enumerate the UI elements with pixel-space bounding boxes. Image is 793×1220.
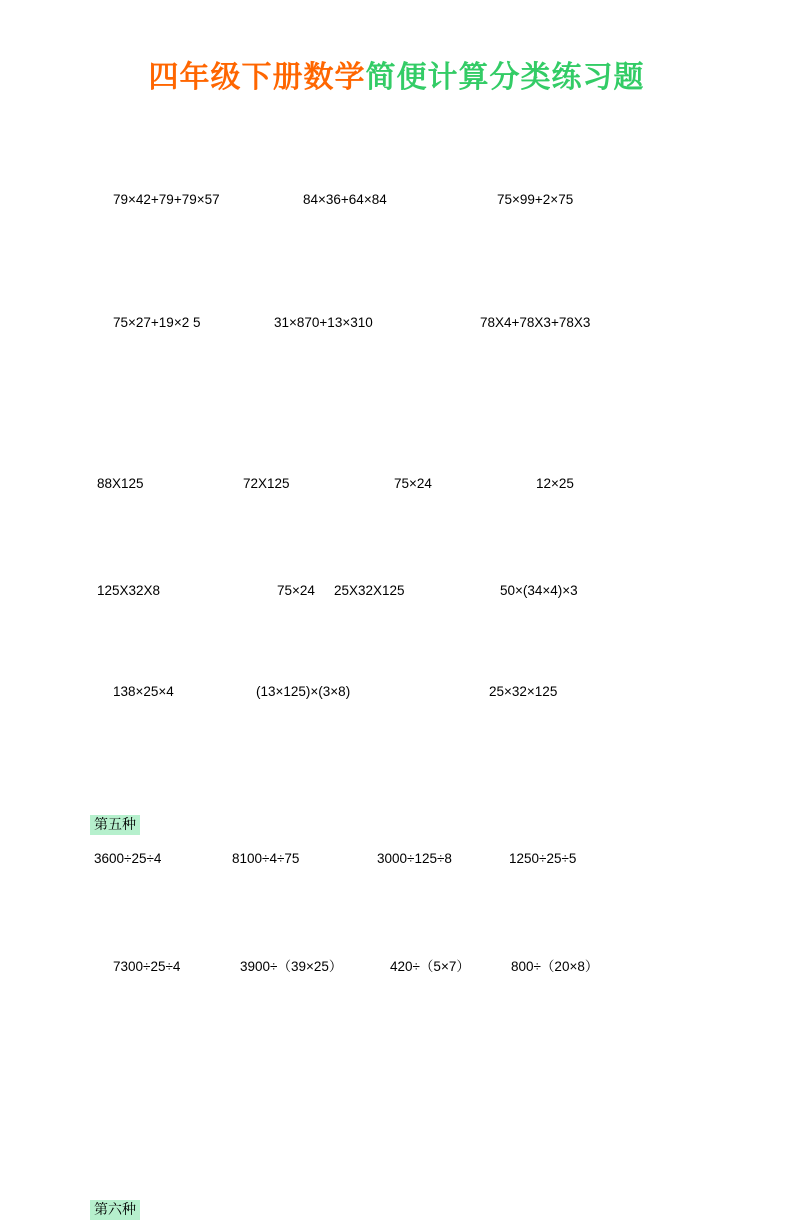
problem-item: 1250÷25÷5	[509, 851, 577, 866]
problem-item: 3900÷（39×25）	[240, 959, 343, 974]
page-title	[0, 52, 793, 96]
problem-item: 138×25×4	[113, 684, 174, 699]
problem-item: 88X125	[97, 476, 144, 491]
page-title-part-green: 简便计算分类练习题	[365, 60, 645, 95]
problem-item: 31×870+13×310	[274, 315, 373, 330]
problem-item: 125X32X8	[97, 583, 161, 598]
problem-item: 84×36+64×84	[303, 192, 387, 207]
problem-item: 78X4+78X3+78X3	[480, 315, 591, 330]
problem-item: 75×24	[277, 583, 315, 598]
problem-item: 800÷（20×8）	[511, 959, 599, 974]
problem-item: 75×27+19×2 5	[113, 315, 201, 330]
section-label: 第五种	[90, 815, 140, 835]
problem-item: 25×32×125	[489, 684, 558, 699]
problem-row	[0, 581, 793, 601]
problem-row	[0, 190, 793, 210]
problem-item: 25X32X125	[334, 583, 405, 598]
problem-item: 12×25	[536, 476, 574, 491]
problem-item: (13×125)×(3×8)	[256, 684, 351, 699]
page-title-part-orange: 四年级下册数学	[148, 60, 366, 95]
problem-row	[0, 957, 793, 977]
problem-row	[0, 474, 793, 494]
problem-item: 420÷（5×7）	[390, 959, 470, 974]
problem-row	[0, 849, 793, 869]
problem-item: 75×24	[394, 476, 432, 491]
problem-row	[0, 313, 793, 333]
problem-item: 72X125	[243, 476, 290, 491]
problem-item: 7300÷25÷4	[113, 959, 181, 974]
section-label: 第六种	[90, 1200, 140, 1220]
problem-item: 3600÷25÷4	[94, 851, 162, 866]
problem-row	[0, 682, 793, 702]
problem-item: 75×99+2×75	[497, 192, 574, 207]
problem-item: 3000÷125÷8	[377, 851, 452, 866]
problem-item: 79×42+79+79×57	[113, 192, 220, 207]
problem-item: 8100÷4÷75	[232, 851, 300, 866]
problem-item: 50×(34×4)×3	[500, 583, 578, 598]
